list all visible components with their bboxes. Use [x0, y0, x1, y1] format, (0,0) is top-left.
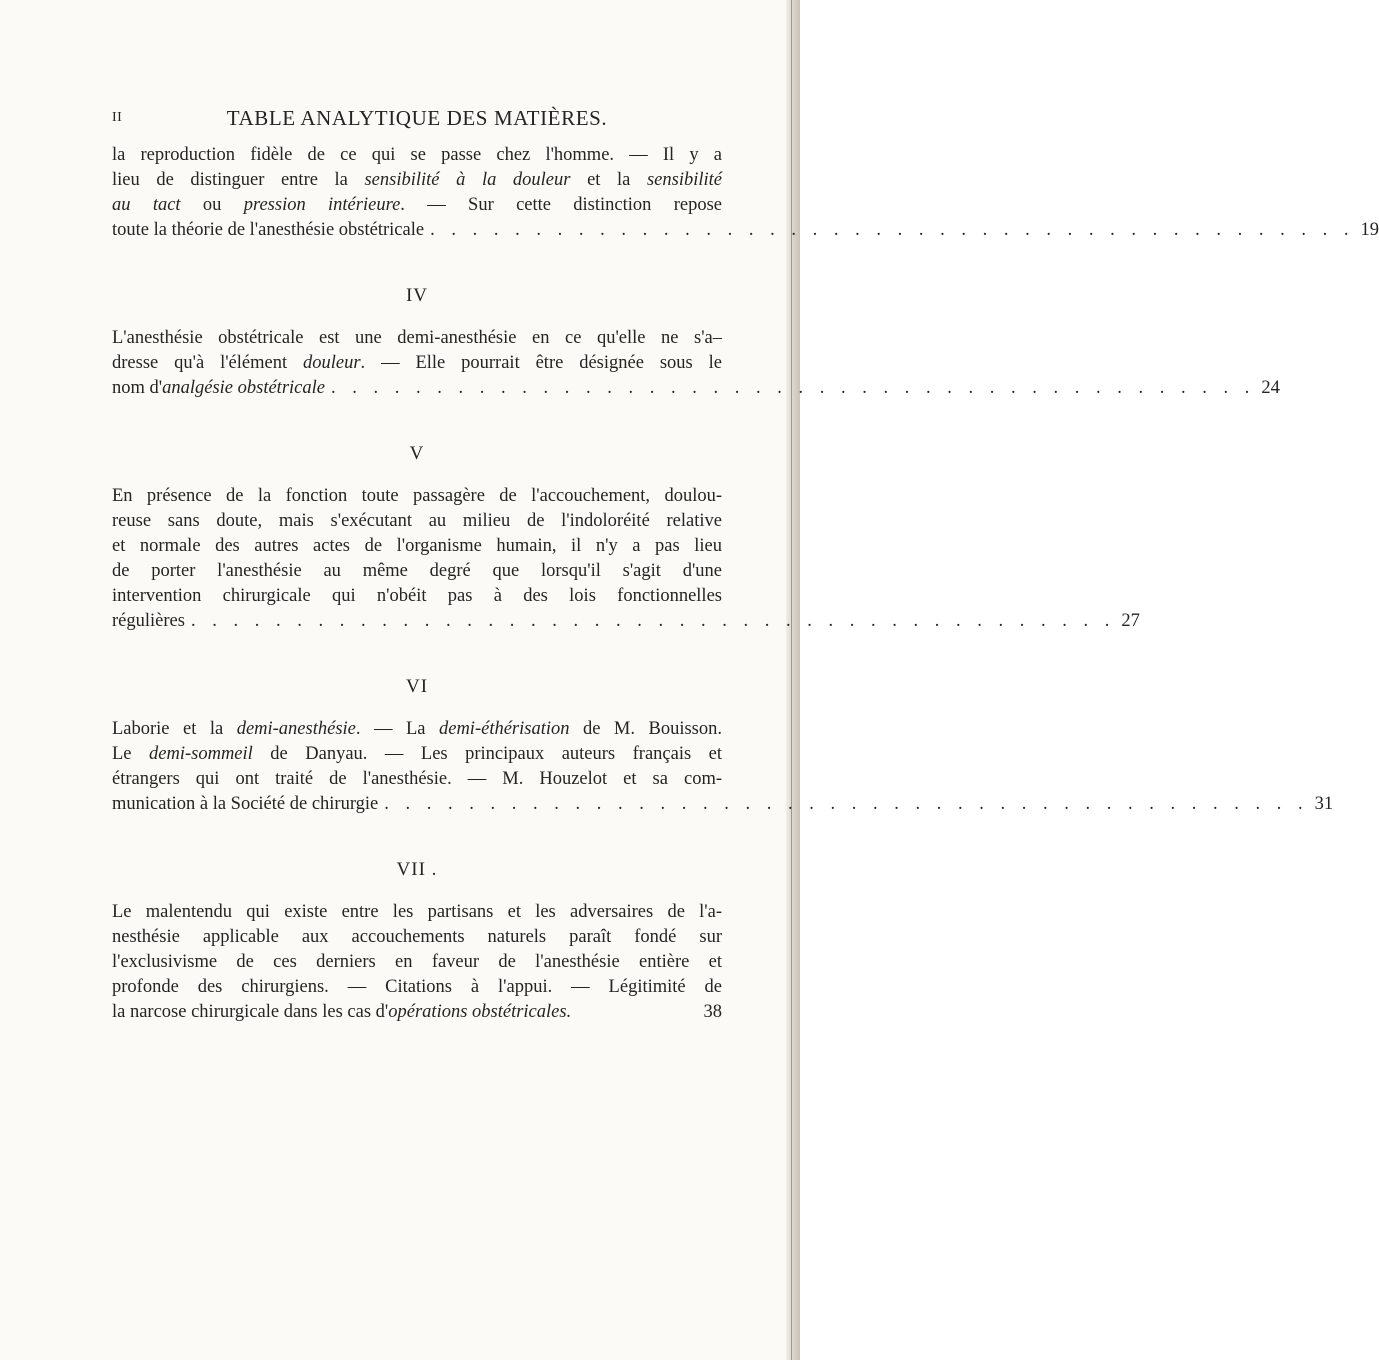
entry-last-line	[112, 609, 1140, 634]
page-reference: 24	[1261, 378, 1280, 398]
text-line: reuse sans doute, mais s'exécutant au milieu de l'indoloréité relative	[112, 511, 722, 531]
dot-leader: . . . . . . . . . . . . . . . . . . . . . . . . . . . . . . . . . . . . . . . . . . . .	[330, 378, 1256, 398]
section-heading: VII .	[396, 859, 438, 880]
text-line: profonde des chirurgiens. — Citations à l'appui. — Légitimité de	[112, 977, 722, 997]
entry-text: toute la théorie de l'anesthésie obstétricale	[112, 220, 425, 240]
text-line: lieu de distinguer entre la sensibilité à la douleur et la sensibilité	[112, 170, 722, 190]
page-number: II	[112, 110, 123, 125]
page-edge-shadow	[786, 0, 800, 1360]
entry-text: régulières	[112, 611, 185, 631]
running-title: TABLE ANALYTIQUE DES MATIÈRES.	[226, 106, 608, 130]
text-line: Laborie et la demi-anesthésie. — La demi-éthérisation de M. Bouisson.	[112, 719, 722, 739]
text-line: l'exclusivisme de ces derniers en faveur de l'anesthésie entière et	[112, 952, 722, 972]
text-line: étrangers qui ont traité de l'anesthésie. — M. Houzelot et sa com-	[112, 769, 722, 789]
page-reference: 31	[1314, 794, 1334, 814]
section-summary	[112, 326, 1280, 401]
text-line: L'anesthésie obstétricale est une demi-anesthésie en ce qu'elle ne s'a–	[112, 328, 722, 348]
page-header	[112, 106, 722, 136]
text-line: la reproduction fidèle de ce qui se passe chez l'homme. — Il y a	[112, 145, 722, 165]
text-line: dresse qu'à l'élément douleur. — Elle pourrait être désignée sous le	[112, 353, 722, 373]
entry-last-line	[112, 1000, 722, 1025]
dot-leader: . . . . . . . . . . . . . . . . . . . . . . . . . . . . . . . . . . . . . . . . . . . .	[190, 611, 1116, 631]
text-line: de porter l'anesthésie au même degré que lorsqu'il s'agit d'une	[112, 561, 722, 581]
section-summary	[112, 717, 1334, 817]
dot-leader	[571, 1000, 697, 1025]
page-edge-line	[791, 0, 792, 1360]
section-heading: IV	[405, 285, 429, 306]
text-line: nesthésie applicable aux accouchements naturels paraît fondé sur	[112, 927, 722, 947]
text-line: En présence de la fonction toute passagère de l'accouchement, doulou-	[112, 486, 722, 506]
entry-last-line	[112, 218, 1379, 243]
text-line: au tact ou pression intérieure. — Sur cette distinction repose	[112, 195, 722, 215]
entry-text: munication à la Société de chirurgie	[112, 794, 379, 814]
section-summary	[112, 143, 1379, 243]
page-reference: 19	[1360, 220, 1379, 240]
text-line: et normale des autres actes de l'organisme humain, il n'y a pas lieu	[112, 536, 722, 556]
page-reference: 27	[1121, 611, 1140, 631]
dot-leader: . . . . . . . . . . . . . . . . . . . . . . . . . . . . . . . . . . . . . . . . . . . .	[384, 794, 1309, 814]
page-reference: 38	[703, 1002, 722, 1022]
section-heading: V	[409, 443, 425, 464]
section-heading: VI	[405, 676, 429, 697]
section-summary	[112, 900, 722, 1025]
text-line: Le demi-sommeil de Danyau. — Les principaux auteurs français et	[112, 744, 723, 764]
entry-text: nom d'analgésie obstétricale	[112, 378, 325, 398]
entry-text: la narcose chirurgicale dans les cas d'opérations obstétricales.	[112, 1002, 572, 1022]
text-line: Le malentendu qui existe entre les partisans et les adversaires de l'a-	[112, 902, 722, 922]
entry-last-line	[112, 792, 1334, 817]
dot-leader: . . . . . . . . . . . . . . . . . . . . . . . . . . . . . . . . . . . . . . . . . . . .	[430, 220, 1355, 240]
section-summary	[112, 484, 1140, 634]
text-line: intervention chirurgicale qui n'obéit pas à des lois fonctionnelles	[112, 586, 722, 606]
entry-last-line	[112, 376, 1280, 401]
table-of-contents-body	[112, 143, 1379, 1025]
